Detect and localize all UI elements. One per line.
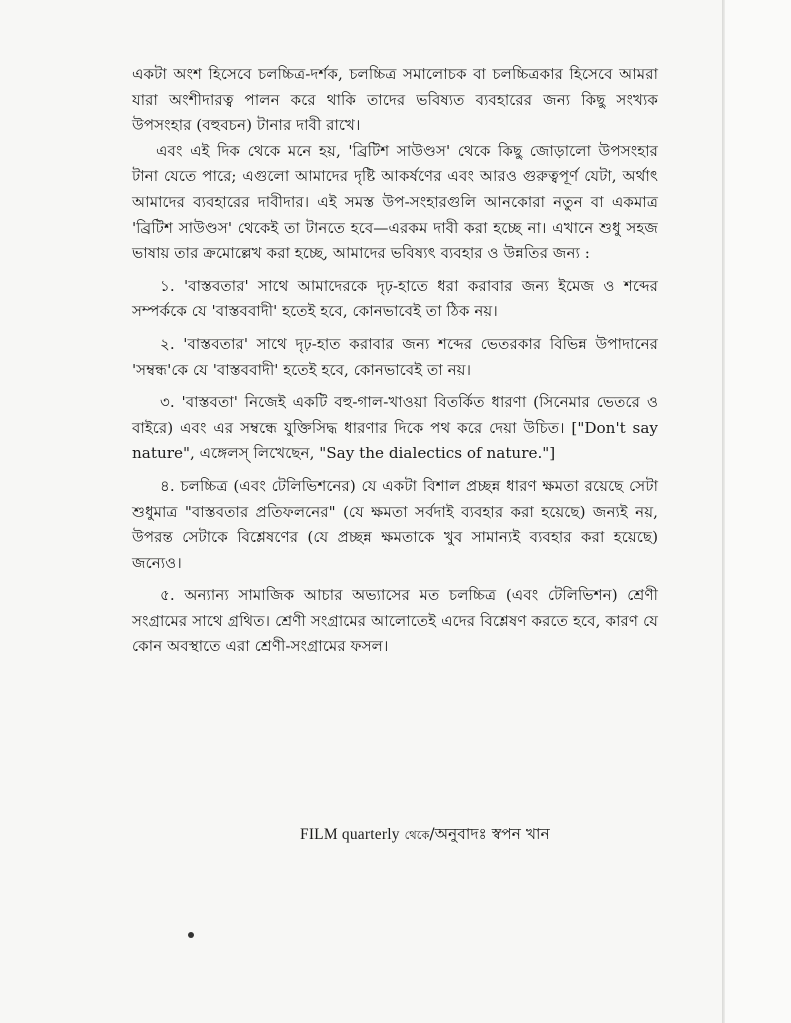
paragraph-conclusions: এবং এই দিক থেকে মনে হয়, 'ব্রিটিশ সাউণ্ডস' থেকে কিছু জোড়ালো উপসংহার টানা যেতে পারে; এগুলো আমাদের দৃষ্টি আকর্ষণের এবং আরও গুরুত্বপূর্ণ যেটা, অর্থাৎ আমাদের ব্যবহারের দাবীদার। এই সমস্ত উপ-সংহারগুলি আনকোরা নতুন বা একমাত্র 'ব্রিটিশ সাউণ্ডস' থেকেই তা টানতে হবে—এরকম দাবী করা হচ্ছে না। এখানে শুধু সহজ ভাষায় তার ক্রমোল্লেখ করা হচ্ছে, আমাদের ভবিষ্যৎ ব্যবহার ও উন্নতির জন্য : [132,141,658,263]
article-body [132,62,658,660]
list-item-4 [132,474,658,576]
paragraph-intro: একটা অংশ হিসেবে চলচ্চিত্র-দর্শক, চলচ্চিত্র সমালোচক বা চলচ্চিত্রকার হিসেবে আমরা যারা অংশীদারত্ব পালন করে থাকি তাদের ভবিষ্যত ব্যবহারের জন্য কিছু সংখ্যক উপসংহার (বহুবচন) টানার দাবী রাখে। [132,65,658,135]
list-item-number: ৫. [160,586,175,605]
list-item-number: ২. [160,334,175,353]
list-item-1 [132,274,658,325]
list-item-text: চলচ্চিত্র (এবং টেলিভিশনের) যে একটা বিশাল প্রচ্ছন্ন ধারণ ক্ষমতা রয়েছে সেটা শুধুমাত্র "বাস্তবতার প্রতিফলনের" (যে ক্ষমতা সর্বদাই ব্যবহার করা হয়েছে) জন্যই নয়, উপরন্ত সেটাকে বিশ্লেষণের (যে প্রচ্ছন্ন ক্ষমতাকে খুব সামান্যই ব্যবহার করা হয়েছে) জন্যেও। [132,476,658,572]
source-from: থেকে [404,828,430,842]
ink-speck [188,932,194,938]
list-item-number: ৩. [160,393,175,412]
list-item-2 [132,332,658,383]
source-credit [300,822,660,848]
list-item-5 [132,583,658,660]
source-name: FILM quarterly [300,826,400,843]
list-item-number: ১. [160,276,175,295]
list-item-3 [132,390,658,467]
translator-credit: /অনুবাদঃ স্বপন খান [429,825,550,843]
page-margin-right [725,0,791,1023]
list-item-number: ৪. [160,476,175,495]
list-item-text: 'বাস্তবতা' নিজেই একটি বহু-গাল-খাওয়া বিতর্কিত ধারণা (সিনেমার ভেতরে ও বাইরে) এবং এর সম্বন্ধে যুক্তিসিদ্ধ ধারণার দিকে পথ করে দেয়া উচিত। ["Don't say nature", এঙ্গেলস্ লিখেছেন, "Say the dialectics of nature."] [132,393,659,463]
list-item-text: 'বাস্তবতার' সাথে আমাদেরকে দৃঢ়-হাতে ধরা করাবার জন্য ইমেজ ও শব্দের সম্পর্ককে যে 'বাস্তববাদী' হতেই হবে, কোনভাবেই তা ঠিক নয়। [132,276,659,321]
list-item-text: অন্যান্য সামাজিক আচার অভ্যাসের মত চলচ্চিত্র (এবং টেলিভিশন) শ্রেণী সংগ্রামের সাথে গ্রথিত। শ্রেণী সংগ্রামের আলোতেই এদের বিশ্লেষণ করতে হবে, কারণ যে কোন অবস্থাতে এরা শ্রেণী-সংগ্রামের ফসল। [132,586,658,656]
page-fold-edge [722,0,725,1023]
list-item-text: 'বাস্তবতার' সাথে দৃঢ়-হাত করাবার জন্য শব্দের ভেতরকার বিভিন্ন উপাদানের 'সম্বন্ধ'কে যে 'বাস্তববাদী' হতেই হবে, কোনভাবেই তা নয়। [132,334,658,379]
